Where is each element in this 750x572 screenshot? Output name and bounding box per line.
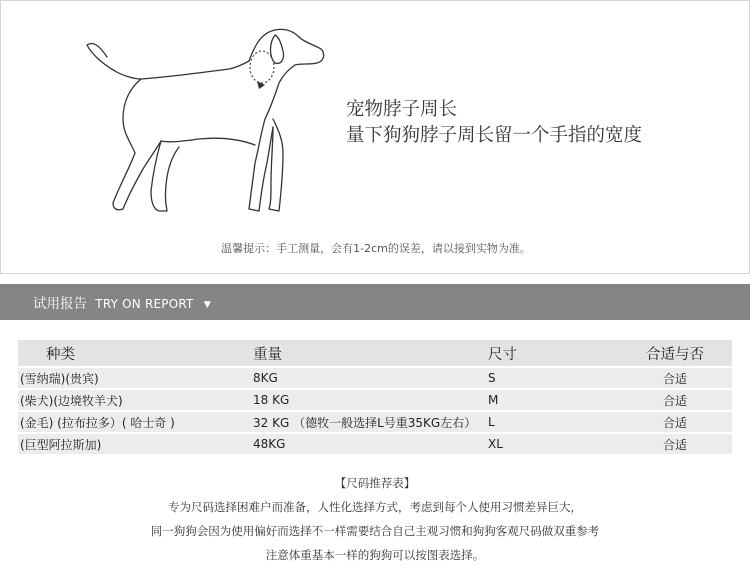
cell-fit: 合适 bbox=[618, 368, 732, 388]
measurement-tip: 温馨提示：手工测量，会有1-2cm的误差，请以接到实物为准。 bbox=[221, 242, 531, 255]
cell-breed: (柴犬)(边境牧羊犬) bbox=[18, 390, 253, 410]
table-row bbox=[18, 368, 732, 388]
cell-size: S bbox=[488, 368, 618, 388]
cell-breed: (金毛) (拉布拉多）( 哈士奇 ) bbox=[18, 412, 253, 432]
note-line: 专为尺码选择困难户而准备，人性化选择方式，考虑到每个人使用习惯差异巨大， bbox=[168, 500, 582, 514]
measurement-panel bbox=[0, 0, 750, 274]
cell-weight: 32 KG （德牧一般选择L号重35KG左右） bbox=[253, 412, 488, 432]
dog-illustration bbox=[79, 23, 341, 217]
note-line: 注意体重基本一样的狗狗可以按图表选择。 bbox=[265, 548, 485, 562]
cell-fit: 合适 bbox=[618, 434, 732, 454]
section-title-en: TRY ON REPORT bbox=[95, 297, 194, 311]
note-heading: 【尺码推荐表】 bbox=[334, 476, 416, 490]
size-table bbox=[18, 338, 732, 456]
table-row bbox=[18, 390, 732, 410]
measure-title: 宠物脖子周长 bbox=[346, 99, 458, 120]
section-header-bar bbox=[0, 284, 750, 320]
header-size: 尺寸 bbox=[488, 340, 618, 366]
table-row bbox=[18, 434, 732, 454]
cell-weight: 48KG bbox=[253, 434, 488, 454]
size-recommendation-note bbox=[0, 471, 750, 567]
section-title bbox=[33, 292, 211, 312]
header-fit: 合适与否 bbox=[618, 340, 732, 366]
note-line: 同一狗狗会因为使用偏好而选择不一样需要结合自己主观习惯和狗狗客观尺码做双重参考 bbox=[150, 524, 600, 538]
cell-breed: (巨型阿拉斯加) bbox=[18, 434, 253, 454]
section-title-cn: 试用报告 bbox=[33, 296, 87, 312]
table-row bbox=[18, 412, 732, 432]
cell-breed: (雪纳瑞)(贵宾) bbox=[18, 368, 253, 388]
caret-down-icon: ▼ bbox=[203, 300, 211, 310]
cell-size: L bbox=[488, 412, 618, 432]
header-breed: 种类 bbox=[18, 340, 253, 366]
measure-title-block bbox=[346, 97, 642, 149]
header-weight: 重量 bbox=[253, 340, 488, 366]
cell-size: XL bbox=[488, 434, 618, 454]
measure-subtitle: 量下狗狗脖子周长留一个手指的宽度 bbox=[346, 125, 643, 146]
cell-size: M bbox=[488, 390, 618, 410]
cell-fit: 合适 bbox=[618, 390, 732, 410]
table-header-row bbox=[18, 340, 732, 366]
cell-weight: 8KG bbox=[253, 368, 488, 388]
cell-weight: 18 KG bbox=[253, 390, 488, 410]
cell-fit: 合适 bbox=[618, 412, 732, 432]
